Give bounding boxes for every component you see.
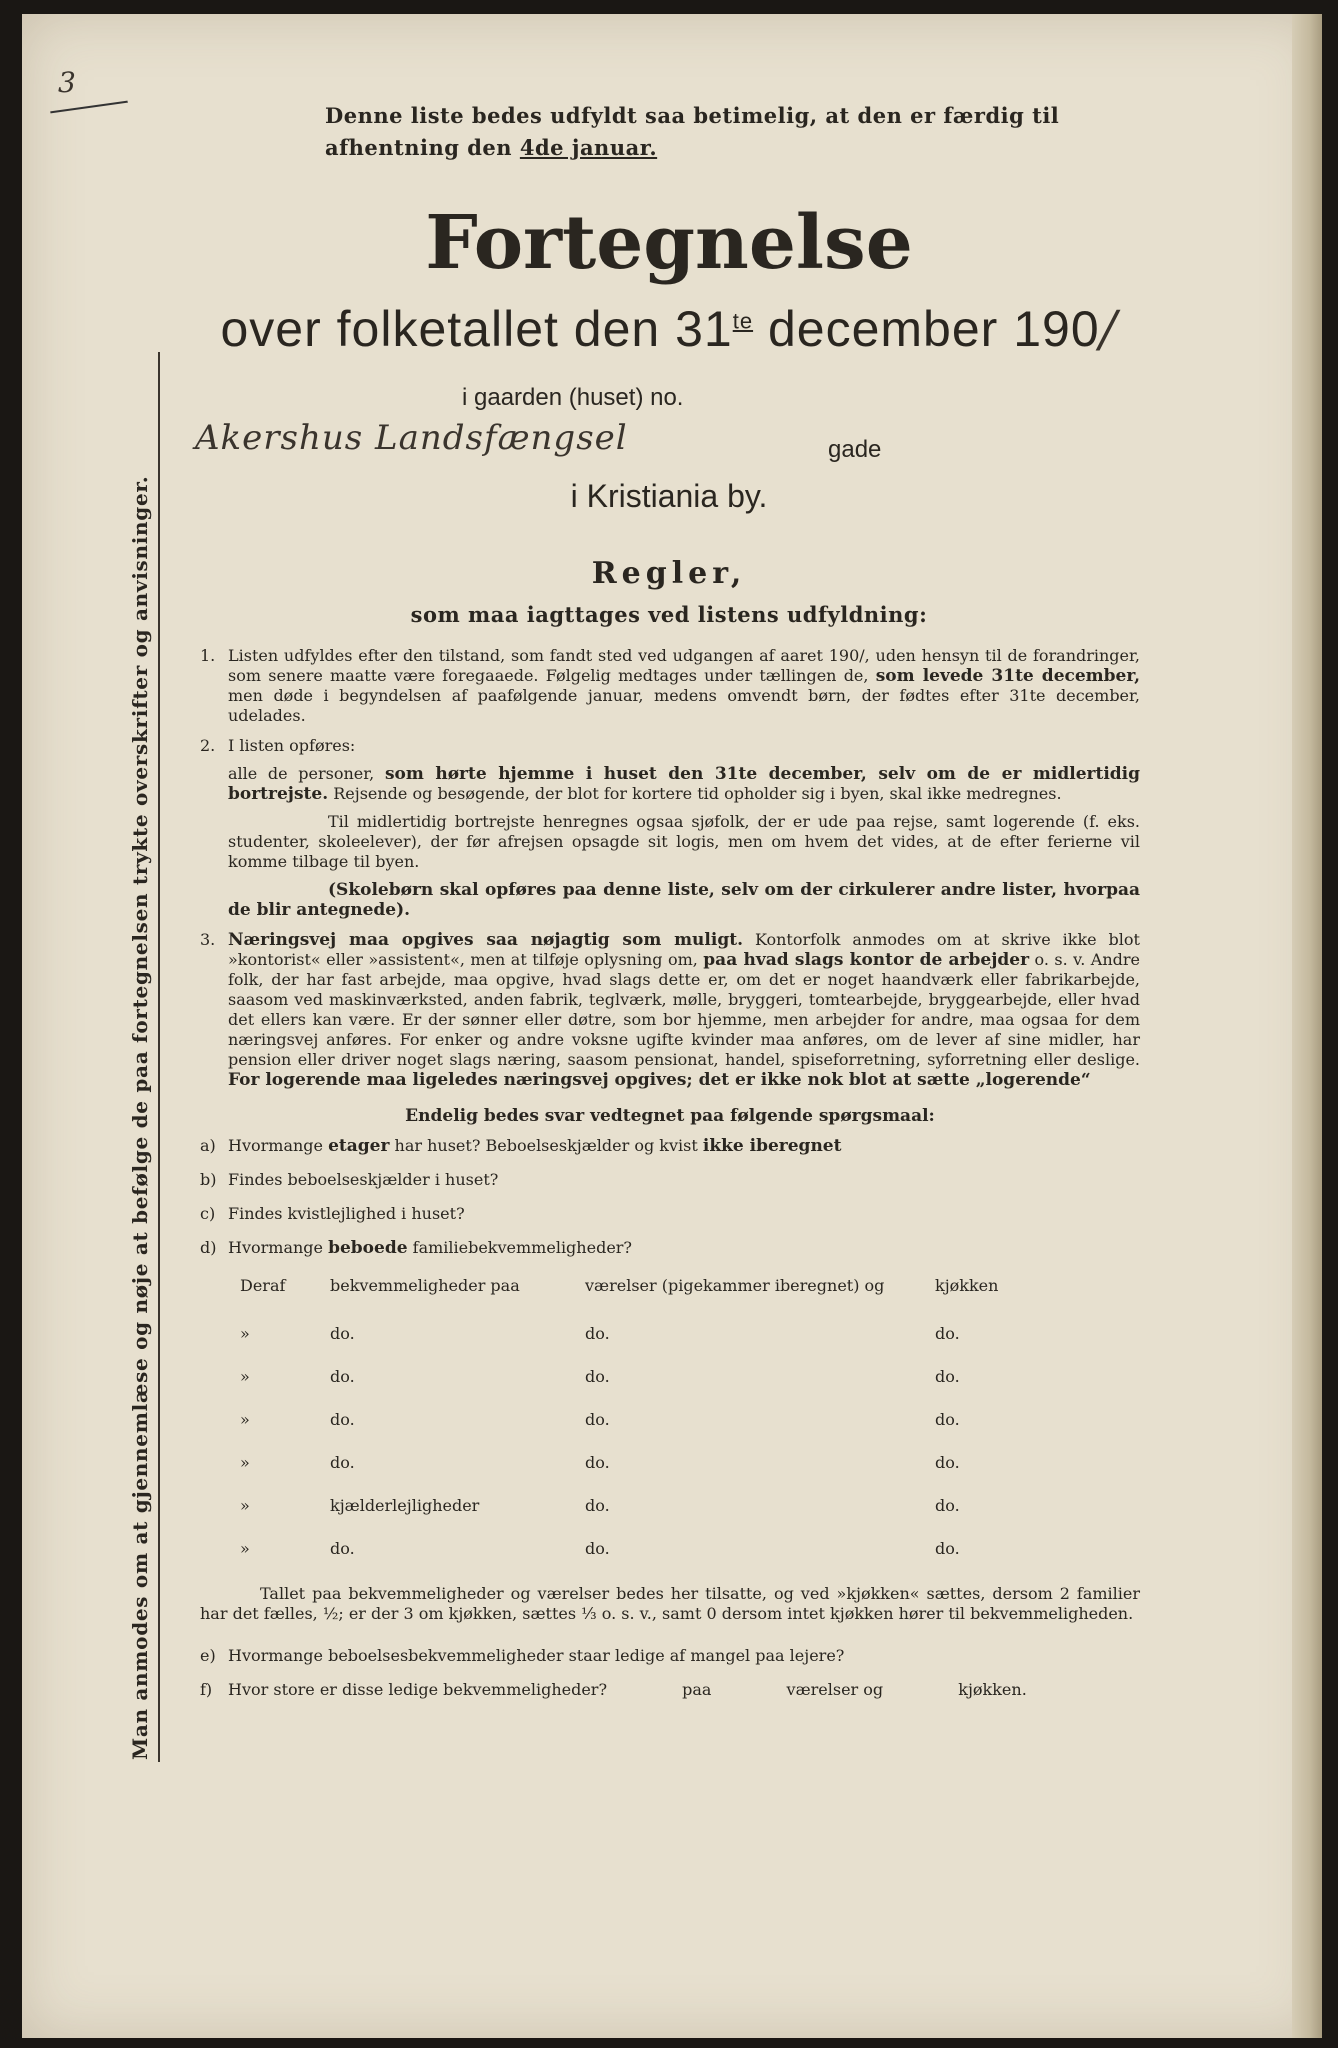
table-row: » do. do. do. — [240, 1539, 960, 1558]
table-row: » do. do. do. — [240, 1453, 960, 1472]
gade-label: gade — [828, 436, 882, 463]
form-subtitle: over folketallet den $31^{te}$ december 190/ — [220, 300, 1118, 358]
questions-heading: Endelig bedes svar vedtegnet paa følgende spørgsmaal: — [405, 1106, 935, 1126]
table-row: » kjælderlejligheder do. do. — [240, 1496, 960, 1515]
rule-1: 1. Listen udfyldes efter den tilstand, som fandt sted ved udgangen af aaret 190/, uden hensyn til de forandringer, som senere maatte være foregaaede. Følgelig medtages under tællingen de, som levede 31te december, men døde i begyndelsen af paafølgende januar, medens omvendt børn, der fødtes efter 31te december, udelades. — [200, 646, 1140, 725]
question-c: c) Findes kvistlejlighed i huset? — [200, 1204, 465, 1223]
table-row: » do. do. do. — [240, 1367, 960, 1386]
table-row: » do. do. do. — [240, 1324, 960, 1343]
notice-line-1: Denne liste bedes udfyldt saa betimelig, at den er færdig til — [325, 103, 1060, 128]
rules-subheading: som maa iagttages ved listens udfyldning: — [410, 602, 928, 627]
rules-body — [200, 646, 1140, 1714]
question-f: f) Hvor store er disse ledige bekvemmeligheder? paa værelser og kjøkken. — [200, 1680, 1027, 1699]
question-e: e) Hvormange beboelsesbekvemmeligheder staar ledige af mangel paa lejere? — [200, 1646, 845, 1665]
side-instruction: Man anmodes om at gjennemlæse og nøje at befølge de paa fortegnelsen trykte overskrifter og anvisninger. — [128, 475, 152, 1760]
pickup-notice — [325, 100, 1145, 164]
handwritten-year: / — [1099, 300, 1118, 358]
rules-heading: Regler, — [591, 556, 747, 591]
rule-3: 3. Næringsvej maa opgives saa nøjagtig som muligt. Kontorfolk anmodes om at skrive ikke blot »kontorist« eller »assistent«, men at tilføje oplysning om, paa hvad slags kontor de arbejder o. s. v. Andre folk, der har fast arbejde, maa opgive, hvad slags dette er, om det er noget haandværk eller fabrikarbejde, saasom ved maskinværksted, anden fabrik, teglværk, mølle, bryggeri, tomtearbejde, bryggearbejde, eller hvad det ellers kan være. Er der sønner eller døtre, som bor hjemme, men arbejder for andre, maa ogsaa for dem næringsvej anføres. For enker og andre voksne ugifte kvinder maa anføres, om de lever af sine midler, har pension eller driver noget slags næring, saasom pensionat, handel, spiseforretning, syforretning eller deslige. For logerende maa ligeledes næringsvej opgives; det er ikke nok blot at sætte „logerende“ — [200, 930, 1141, 1090]
handwritten-street: Akershus Landsfængsel — [195, 418, 628, 458]
table-note: Tallet paa bekvemmeligheder og værelser bedes her tilsatte, og ved »kjøkken« sættes, dersom 2 familier har det fælles, ½; er der 3 om kjøkken, sættes ⅓ o. s. v., samt 0 dersom intet kjøkken hører til bekvemmeligheden. — [200, 1584, 1140, 1623]
dwelling-table — [240, 1272, 1080, 1570]
pickup-date: 4de januar. — [519, 135, 658, 160]
question-a: a) Hvormange etager har huset? Beboelseskjælder og kvist ikke iberegnet — [200, 1136, 842, 1156]
form-title: Fortegnelse — [425, 200, 913, 286]
rule-2: 2. I listen opføres: alle de personer, som hørte hjemme i huset den 31te december, selv om de er midlertidig bortrejste. Rejsende og besøgende, der blot for kortere tid opholder sig i byen, skal ikke medregnes. Til midlertidig bortrejste henregnes ogsaa sjøfolk, der er ude paa rejse, samt logerende (f. eks. studenter, skoleelever), der før afrejsen opsagde sit logis, men om hvem det vides, at de efter ferierne vil komme tilbage til byen. (Skolebørn skal opføres paa denne liste, selv om der cirkulerer andre lister, hvorpaa de blir antegnede). — [200, 736, 1141, 920]
question-b: b) Findes beboelseskjælder i huset? — [200, 1170, 499, 1189]
notice-line-2: afhentning den 4de januar. — [325, 135, 658, 160]
side-rule-line — [158, 352, 160, 1762]
gaard-label: i gaarden (huset) no. — [462, 384, 684, 411]
table-header: Deraf bekvemmeligheder paa værelser (pigekammer iberegnet) og kjøkken — [240, 1276, 999, 1295]
question-d: d) Hvormange beboede familiebekvemmeligheder? — [200, 1238, 633, 1258]
city-line: i Kristiania by. — [570, 478, 768, 514]
subtitle-superscript: te — [732, 308, 754, 334]
table-row: » do. do. do. — [240, 1410, 960, 1429]
page-number: 3 — [58, 66, 76, 99]
